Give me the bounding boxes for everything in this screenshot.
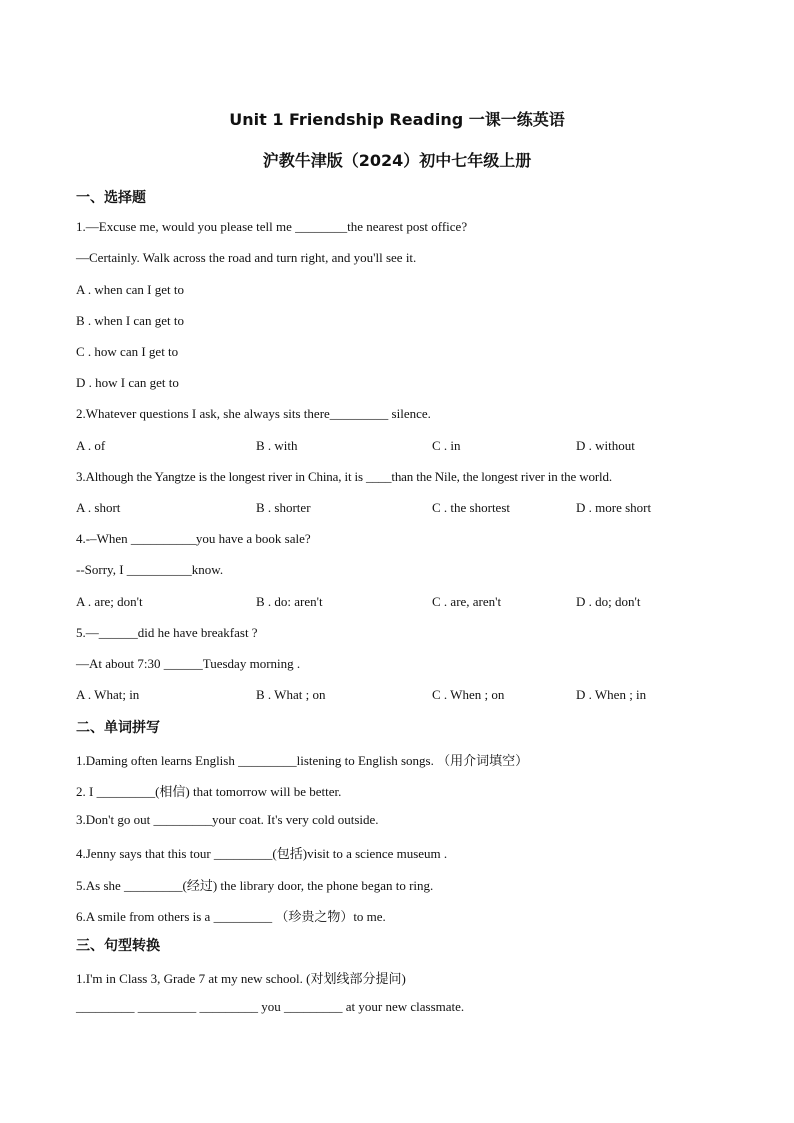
transformation-item-1-answer: _________ _________ _________ you _________ at your new classmate. bbox=[76, 999, 465, 1014]
section-heading-multiple-choice: 一、选择题 bbox=[76, 190, 146, 206]
question-5-stem: 5.—______did he have breakfast ? bbox=[76, 625, 258, 640]
question-5-option-b: B . What ; on bbox=[256, 687, 326, 702]
spelling-item-4: 4.Jenny says that this tour _________(包括)visit to a science museum . bbox=[76, 846, 448, 861]
question-3-option-b: B . shorter bbox=[256, 500, 311, 515]
question-5-option-c: C . When ; on bbox=[432, 687, 505, 702]
section-heading-sentence-transformation: 三、句型转换 bbox=[76, 938, 160, 954]
question-5-option-d: D . When ; in bbox=[576, 687, 647, 702]
spelling-item-3: 3.Don't go out _________your coat. It's very cold outside. bbox=[76, 812, 379, 827]
question-3-option-a: A . short bbox=[76, 500, 121, 515]
question-1-option-c: C . how can I get to bbox=[76, 344, 179, 359]
document-title: Unit 1 Friendship Reading 一课一练英语 bbox=[229, 110, 565, 129]
question-4-stem: 4.-–When __________you have a book sale? bbox=[76, 531, 311, 546]
question-5-reply: —At about 7:30 ______Tuesday morning . bbox=[76, 656, 301, 671]
question-2-option-a: A . of bbox=[76, 438, 106, 453]
spelling-item-2: 2. I _________(相信) that tomorrow will be better. bbox=[76, 784, 342, 799]
question-4-option-d: D . do; don't bbox=[576, 594, 641, 609]
question-5-option-a: A . What; in bbox=[76, 687, 140, 702]
question-4-reply: --Sorry, I __________know. bbox=[76, 562, 224, 577]
question-3-option-d: D . more short bbox=[576, 500, 652, 515]
question-1-option-b: B . when I can get to bbox=[76, 313, 184, 328]
question-2-option-b: B . with bbox=[256, 438, 298, 453]
question-1-reply: —Certainly. Walk across the road and turn right, and you'll see it. bbox=[76, 250, 417, 265]
document-subtitle: 沪教牛津版（2024）初中七年级上册 bbox=[262, 151, 532, 170]
question-4-option-b: B . do: aren't bbox=[256, 594, 323, 609]
spelling-item-5: 5.As she _________(经过) the library door, the phone began to ring. bbox=[76, 878, 434, 893]
question-1-option-d: D . how I can get to bbox=[76, 375, 179, 390]
spelling-item-1: 1.Daming often learns English _________listening to English songs. （用介词填空） bbox=[76, 753, 529, 768]
spelling-item-6: 6.A smile from others is a _________ （珍贵之物）to me. bbox=[76, 909, 386, 924]
transformation-item-1-stem: 1.I'm in Class 3, Grade 7 at my new school. (对划线部分提问) bbox=[76, 971, 406, 986]
section-heading-spelling: 二、单词拼写 bbox=[76, 720, 160, 736]
question-2-option-d: D . without bbox=[576, 438, 635, 453]
question-3-stem: 3.Although the Yangtze is the longest river in China, it is ____than the Nile, the longest river in the world. bbox=[76, 469, 612, 484]
question-4-option-c: C . are, aren't bbox=[432, 594, 502, 609]
question-4-option-a: A . are; don't bbox=[76, 594, 143, 609]
question-3-option-c: C . the shortest bbox=[432, 500, 510, 515]
question-2-stem: 2.Whatever questions I ask, she always sits there_________ silence. bbox=[76, 406, 431, 421]
question-2-option-c: C . in bbox=[432, 438, 461, 453]
question-1-stem: 1.—Excuse me, would you please tell me ________the nearest post office? bbox=[76, 219, 468, 234]
question-1-option-a: A . when can I get to bbox=[76, 282, 184, 297]
